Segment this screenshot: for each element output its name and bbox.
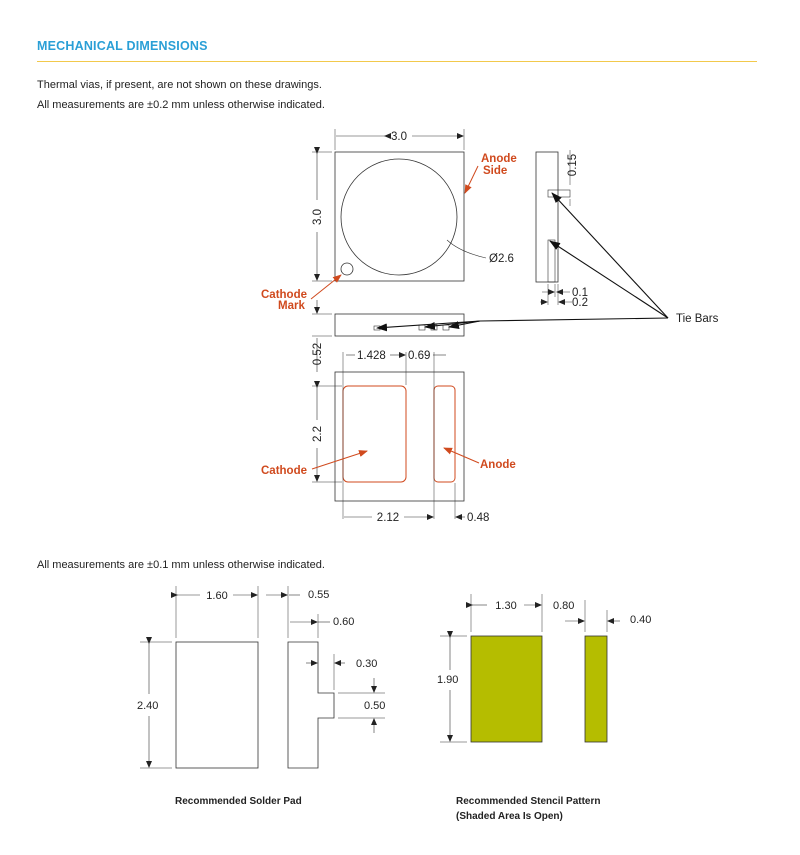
stencil-opening-small: [585, 636, 607, 742]
stencil-opening-large: [471, 636, 542, 742]
dim-solder-width-large: 1.60: [206, 590, 228, 602]
dim-stencil-height: 1.90: [437, 674, 459, 686]
dim-stencil-width-large: 1.30: [495, 600, 517, 612]
dim-pad-width-large: 2.12: [376, 512, 400, 524]
solder-pad-caption: Recommended Solder Pad: [175, 796, 302, 807]
dim-tie-bar-offset: 0.15: [567, 153, 579, 177]
solder-pad-drawing: [140, 586, 385, 768]
label-cathode: Cathode: [261, 465, 307, 477]
dim-side-height: 0.52: [312, 342, 324, 366]
dim-solder-notch-height: 0.50: [364, 700, 386, 712]
solder-pad-small: [288, 642, 334, 768]
dim-pad-b: 0.69: [408, 350, 431, 362]
anode-side-arrow: [465, 166, 478, 193]
dim-tie-bar-b: 0.2: [572, 297, 588, 309]
dim-stencil-gap: 0.80: [553, 600, 575, 612]
dim-tie-bar-a: 0.1: [572, 287, 588, 299]
label-anode-side-2: Side: [483, 165, 508, 177]
stencil-caption-line1: Recommended Stencil Pattern: [456, 796, 601, 807]
note-thermal-vias: Thermal vias, if present, are not shown on these drawings.: [37, 79, 322, 91]
label-anode: Anode: [480, 459, 516, 471]
dim-pad-a: 1.428: [357, 350, 386, 362]
dim-solder-notch-width: 0.30: [356, 658, 378, 670]
dim-solder-width-small: 0.60: [333, 616, 355, 628]
dim-solder-height: 2.40: [137, 700, 159, 712]
package-side-view-bottom: [312, 300, 464, 372]
cathode-mark-arrow: [311, 275, 341, 299]
dim-solder-gap: 0.55: [308, 589, 330, 601]
package-top-view: [312, 129, 486, 281]
label-anode-side-1: Anode: [481, 153, 517, 165]
label-cathode-mark-1: Cathode: [261, 289, 307, 301]
dim-stencil-width-small: 0.40: [630, 614, 652, 626]
section-title: MECHANICAL DIMENSIONS: [37, 39, 208, 53]
dim-pad-height: 2.2: [312, 426, 324, 442]
solder-pad-large: [176, 642, 258, 768]
stencil-drawing: [440, 594, 620, 742]
package-outline: [335, 152, 464, 281]
label-cathode-mark-2: Mark: [278, 300, 305, 312]
label-tie-bars: Tie Bars: [676, 313, 719, 325]
note-tolerance-02: All measurements are ±0.2 mm unless otherwise indicated.: [37, 99, 325, 111]
dim-width: 3.0: [391, 131, 407, 143]
dim-height: 3.0: [312, 209, 324, 225]
dim-pad-width-small: 0.48: [467, 512, 490, 524]
dim-lens-diameter: Ø2.6: [489, 253, 514, 265]
package-bottom-view: [312, 352, 465, 519]
stencil-caption-line2: (Shaded Area Is Open): [456, 811, 563, 822]
note-tolerance-01: All measurements are ±0.1 mm unless otherwise indicated.: [37, 559, 325, 571]
